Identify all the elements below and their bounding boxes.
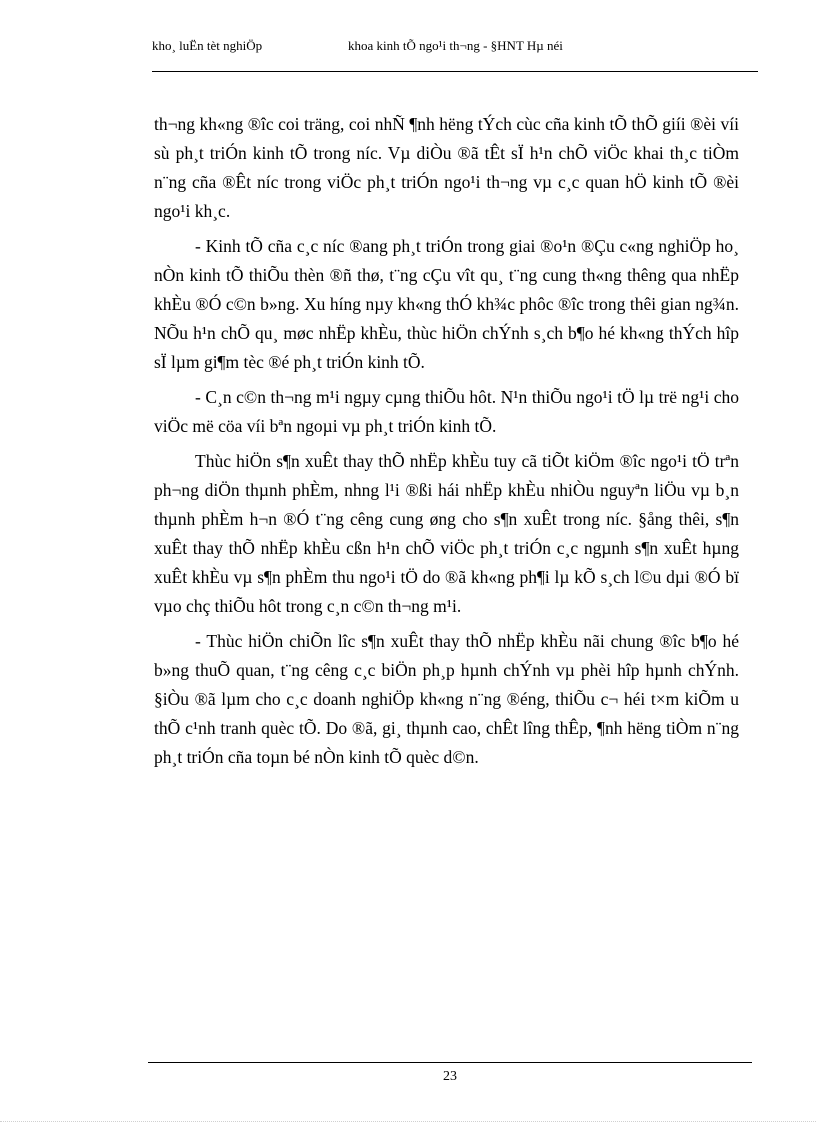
page-header (152, 36, 758, 56)
header-faculty-label: khoa kinh tÕ ngo¹i th¬ng - §HNT Hµ néi (348, 38, 563, 53)
paragraph-5: - Thùc hiÖn chiÕn lîc s¶n xuÊt thay thÕ nhËp khÈu nãi chung ®îc b¶o hé b»ng thuÕ quan, t¨ng cêng c¸c biÖn ph¸p hµnh chÝnh vµ phèi hîp hµnh chÝnh. §iÒu ®ã lµm cho c¸c doanh nghiÖp kh«ng n¨ng ®éng, thiÕu c¬ héi t×m kiÕm u thÕ c¹nh tranh quèc tÕ. Do ®ã, gi¸ thµnh cao, chÊt lîng thÊp, ¶nh hëng tiÒm n¨ng ph¸t triÓn cña toµn bé nÒn kinh tÕ quèc d©n. (154, 631, 739, 767)
paragraph-2: - Kinh tÕ cña c¸c níc ®ang ph¸t triÓn trong giai ®o¹n ®Çu c«ng nghiÖp ho¸ nÒn kinh tÕ thiÕu thèn ®ñ thø, t¨ng cÇu vît qu¸ t¨ng cung th«ng thêng qua nhËp khÈu ®Ó c©n b»ng. Xu híng nµy kh«ng thÓ kh¾c phôc ®îc trong thêi gian ng¾n. NÕu h¹n chÕ qu¸ møc nhËp khÈu, thùc hiÖn chÝnh s¸ch b¶o hé kh«ng thÝch hîp sÏ lµm gi¶m tèc ®é ph¸t triÓn kinh tÕ. (154, 236, 739, 372)
paragraph-3: - C¸n c©n th¬ng m¹i ngµy cµng thiÕu hôt. N¹n thiÕu ngo¹i tÖ lµ trë ng¹i cho viÖc më cöa víi bªn ngoµi vµ ph¸t triÓn kinh tÕ. (154, 387, 739, 436)
header-divider (152, 71, 758, 72)
document-body (154, 110, 739, 778)
paragraph-1: th¬ng kh«ng ®îc coi träng, coi nhÑ ¶nh hëng tÝch cùc cña kinh tÕ thÕ giíi ®èi víi sù ph¸t triÓn kinh tÕ trong níc. Vµ diÒu ®ã tÊt sÏ h¹n chÕ viÖc khai th¸c tiÒm n¨ng cña ®Êt níc trong viÖc ph¸t triÓn ngo¹i th¬ng vµ c¸c quan hÖ kinh tÕ ®èi ngo¹i kh¸c. (154, 114, 739, 221)
page-number: 23 (443, 1069, 457, 1084)
page-edge-divider (0, 1121, 816, 1122)
header-thesis-label: kho¸ luËn tèt nghiÖp (152, 38, 263, 53)
footer-divider (148, 1062, 752, 1063)
paragraph-4: Thùc hiÖn s¶n xuÊt thay thÕ nhËp khÈu tuy cã tiÕt kiÖm ®îc ngo¹i tÖ trªn ph¬ng diÖn thµnh phÈm, nhng l¹i ®ßi hái nhËp khÈu nhiÒu nguyªn liÖu vµ b¸n thµnh phÈm h¬n ®Ó t¨ng cêng cung øng cho s¶n xuÊt trong níc. §ång thêi, s¶n xuÊt thay thÕ nhËp khÈu cßn h¹n chÕ viÖc ph¸t triÓn c¸c ngµnh s¶n xuÊt hµng xuÊt khÈu vµ s¶n phÈm thu ngo¹i tÖ do ®ã kh«ng ph¶i lµ kÕ s¸ch l©u dµi ®Ó bï vµo chç thiÕu hôt trong c¸n c©n th¬ng m¹i. (154, 451, 739, 616)
